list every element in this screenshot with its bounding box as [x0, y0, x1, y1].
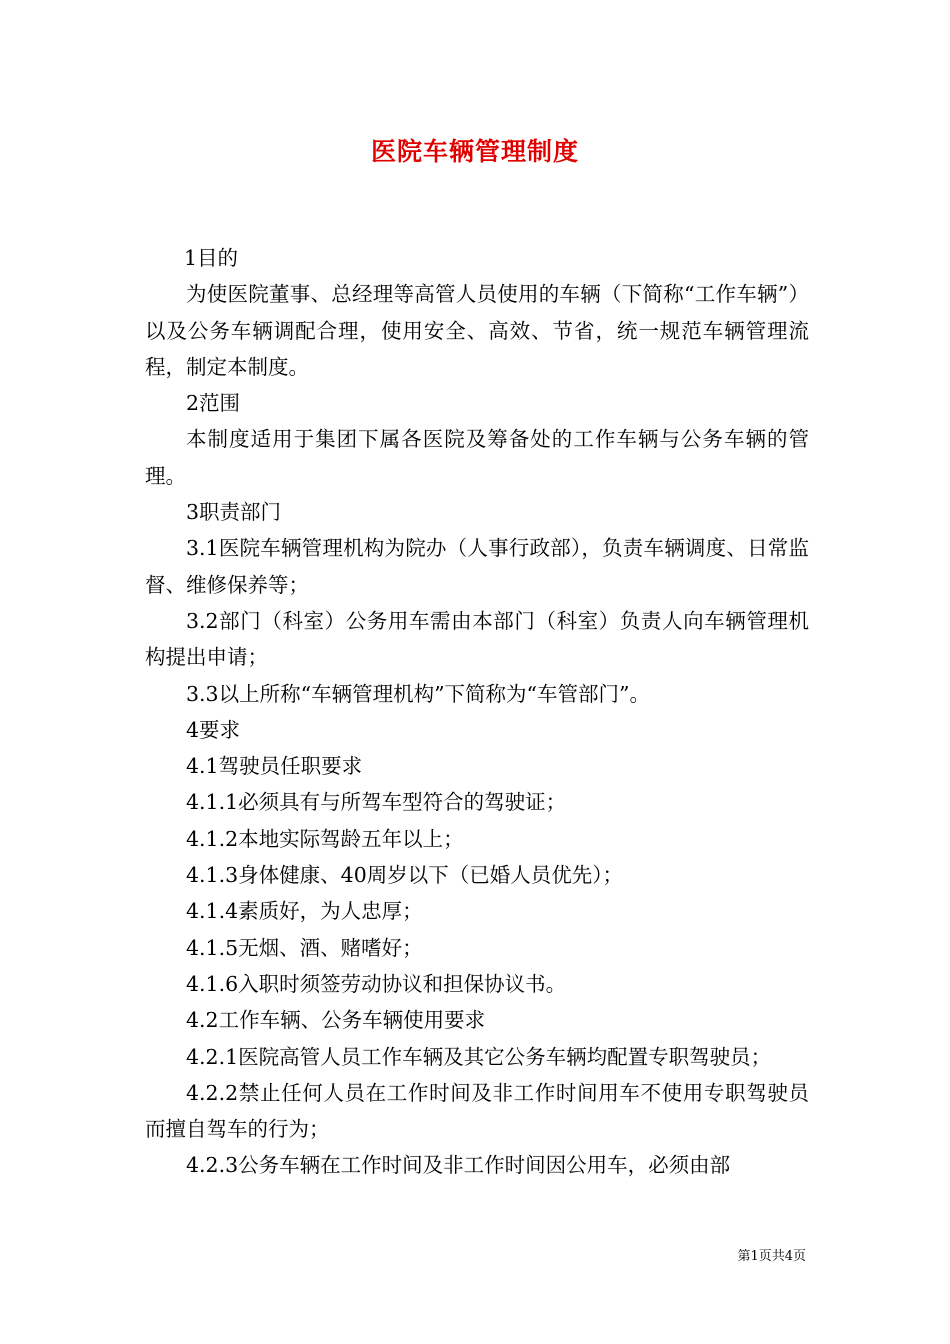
paragraph: 4.1.4素质好，为人忠厚； [186, 899, 423, 924]
paragraph: 4.1驾驶员任职要求 [186, 754, 363, 779]
paragraph: 4.1.2本地实际驾龄五年以上； [186, 826, 464, 851]
paragraph: 4.2.2禁止任何人员在工作时间及非工作时间用车不使用专职驾驶员而擅自驾车的行为； [145, 1080, 809, 1142]
document-body [145, 240, 809, 1184]
paragraph: 4.1.6入职时须签劳动协议和担保协议书。 [186, 971, 567, 996]
paragraph: 4.2.3公务车辆在工作时间及非工作时间因公用车，必须由部 [186, 1153, 731, 1178]
paragraph: 1目的 [183, 246, 238, 270]
paragraph: 3.3以上所称“车辆管理机构”下简称为“车管部门”。 [186, 681, 651, 706]
paragraph: 本制度适用于集团下属各医院及筹备处的工作车辆与公务车辆的管理。 [145, 427, 809, 488]
paragraph: 3.1医院车辆管理机构为院办（人事行政部），负责车辆调度、日常监督、维修保养等； [145, 536, 809, 597]
paragraph: 3.2部门（科室）公务用车需由本部门（科室）负责人向车辆管理机构提出申请； [145, 608, 809, 670]
paragraph: 3职责部门 [186, 500, 282, 525]
document-title: 医院车辆管理制度 [370, 137, 579, 166]
paragraph: 4.2.1医院高管人员工作车辆及其它公务车辆均配置专职驾驶员； [186, 1044, 772, 1069]
paragraph: 4.2工作车辆、公务车辆使用要求 [186, 1008, 486, 1033]
paragraph: 4.1.1必须具有与所驾车型符合的驾驶证； [186, 790, 567, 815]
page-number: 第1页共4页 [737, 1249, 806, 1264]
paragraph: 4要求 [186, 717, 241, 742]
paragraph: 4.1.5无烟、酒、赌嗜好； [186, 935, 423, 960]
paragraph: 4.1.3身体健康、40周岁以下（已婚人员优先）； [186, 863, 623, 888]
paragraph: 2范围 [186, 391, 241, 416]
paragraph: 为使医院董事、总经理等高管人员使用的车辆（下简称“工作车辆”）以及公务车辆调配合理，使用安全、高效、节省，统一规范车辆管理流程，制定本制度。 [145, 282, 809, 379]
